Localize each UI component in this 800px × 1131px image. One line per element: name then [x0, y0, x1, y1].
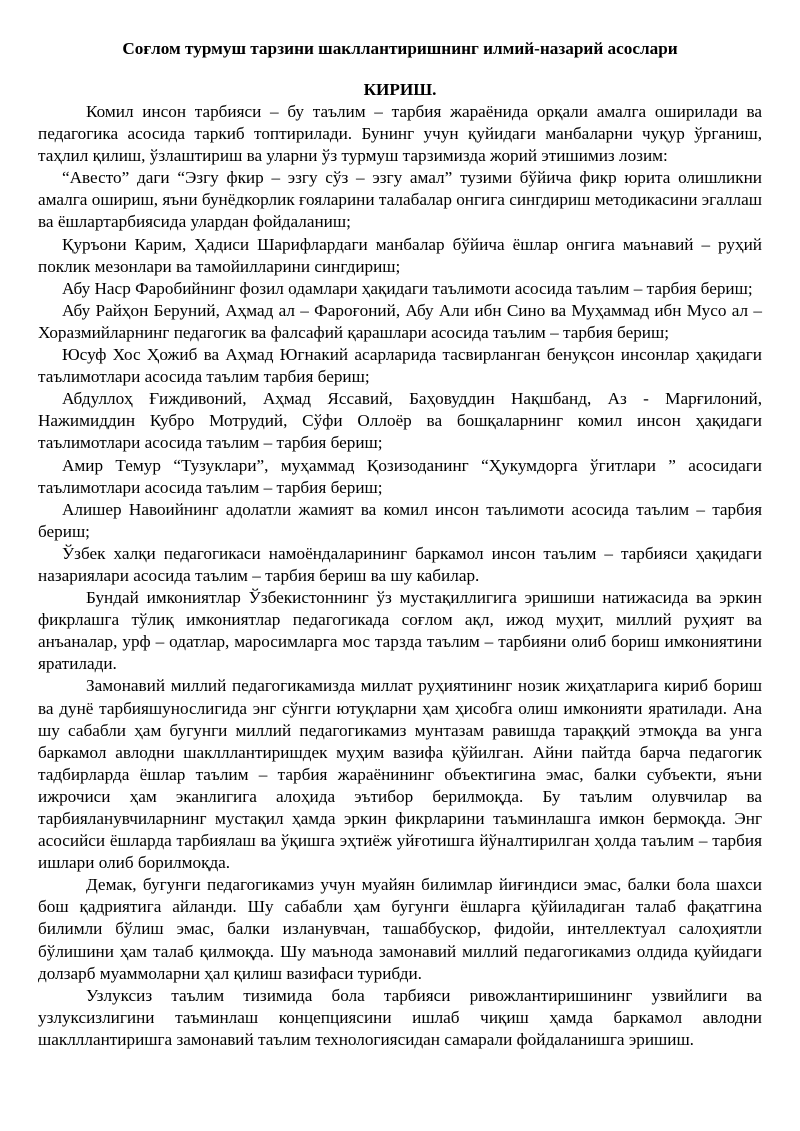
list-item: Юсуф Хос Ҳожиб ва Аҳмад Югнакий асарларида тасвирланган бенуқсон инсонлар ҳақидаги таълимотлари асосида таълим тарбия бериш;	[38, 345, 762, 387]
list-item: Қуръони Карим, Ҳадиси Шарифлардаги манбалар бўйича ёшлар онгига маънавий – руҳий поклик мезонлари ва тамойилларини сингдириш;	[38, 234, 762, 276]
paragraph: Замонавий миллий педагогикамизда миллат руҳиятининг нозик жиҳатларига кириб бориш ва дунё тарбияшунослигида энг сўнгги ютуқларни ҳам ҳисобга олиш имконияти яратилади. Ана шу сабабли ҳам бугунги миллий педагогикамиз мунтазам равишда тараққий этмоқда ва унга баркамол авлодни шаклллантиришдек муҳим вазифа қўйилган. Айни пайтда барча педагогик тадбирларда ёшлар таълим – тарбия жараёнининг объектигина эмас, балки субъекти, яъни ижрочиси ҳам эканлигига алоҳида эътибор берилмоқда. Бу таълим олувчилар ва тарбияланувчиларнинг мустақил ҳамда эркин фикрларини таъминлашга имкон бермоқда. Энг асосийси ёшларда тарбиялаш ва ўқишга эҳтиёж уйғотишга йўналтирилган ҳолда таълим – тарбия ишлари олиб борилмоқда.	[38, 676, 762, 873]
paragraph: Узлуксиз таълим тизимида бола тарбияси ривожлантиришининг узвийлиги ва узлуксизлигини таъминлаш концепциясини ишлаб чиқиш ҳамда баркамол авлодни шаклллантиришга замонавий таълим технологиясидан самарали фойдаланишга эришиш.	[38, 985, 762, 1049]
list-item: Абу Райҳон Беруний, Аҳмад ал – Фароғоний, Абу Али ибн Сино ва Муҳаммад ибн Мусо ал – Хоразмийларнинг педагогик ва фалсафий қарашлари асосида таълим – тарбия бериш;	[38, 300, 762, 342]
list-item: Амир Темур “Тузуклари”, муҳаммад Қозизоданинг “Ҳукумдорга ўгитлари ” асосидаги таълимотлари асосида таълим – тарбия бериш;	[38, 455, 762, 497]
document-title: Соғлом турмуш тарзини шакллантиришнинг илмий-назарий асослари	[122, 39, 678, 58]
document-page	[38, 30, 762, 1051]
list-item: Алишер Навоийнинг адолатли жамият ва комил инсон таълимоти асосида таълим – тарбия бериш;	[38, 499, 762, 541]
list-item: Абдуллоҳ Ғиждивоний, Аҳмад Яссавий, Баҳовуддин Нақшбанд, Аз - Марғилоний, Нажимиддин Кубро Мотрудий, Сўфи Оллоёр ва бошқаларнинг комил инсон ҳақидаги таълимотлари асосида таълим – тарбия бериш;	[38, 389, 762, 453]
paragraph: Демак, бугунги педагогикамиз учун муайян билимлар йиғиндиси эмас, балки бола шахси бош қадриятига айланди. Шу сабабли ҳам бугунги ёшларга қўйиладиган талаб фақатгина билимли бўлиш эмас, балки изланувчан, ташаббускор, фидойи, интеллектуал салоҳиятли бўлишини ҳам талаб қилмоқда. Шу маънода замонавий миллий педагогикамиз олдида қуйидаги долзарб муаммоларни ҳал қилиш вазифаси турибди.	[38, 875, 762, 983]
section-heading: КИРИШ.	[363, 80, 437, 99]
list-item: “Авесто” даги “Эзгу фкир – эзгу сўз – эзгу амал” тузими бўйича фикр юрита олишликни амалга ошириш, яъни бунёдкорлик ғояларини талабалар онгига сингдириш методикасини эгаллаш ва ёшлартарбиясида улардан фойдаланиш;	[38, 168, 762, 232]
list-item: Абу Наср Фаробийнинг фозил одамлари ҳақидаги таълимоти асосида таълим – тарбия бериш;	[62, 278, 753, 298]
paragraph: Комил инсон тарбияси – бу таълим – тарбия жараёнида орқали амалга оширилади ва педагогика асосида таркиб топтирилади. Бунинг учун қуйидаги манбаларни чуқур ўрганиш, таҳлил қилиш, ўзлаштириш ва уларни ўз турмуш тарзимизда жорий этишимиз лозим:	[38, 102, 762, 166]
paragraph: Бундай имкониятлар Ўзбекистоннинг ўз мустақиллигига эришиши натижасида ва эркин фикрлашга тўлиқ имкониятлар педагогикада соғлом ақл, ижод муҳит, миллий руҳият ва анъаналар, урф – одатлар, маросимларга мос тарзда таълим – тарбияни олиб бориш имкониятини яратилади.	[38, 588, 762, 674]
list-item: Ўзбек халқи педагогикаси намоёндаларининг баркамол инсон таълим – тарбияси ҳақидаги назариялари асосида таълим – тарбия бериш ва шу кабилар.	[38, 543, 762, 585]
